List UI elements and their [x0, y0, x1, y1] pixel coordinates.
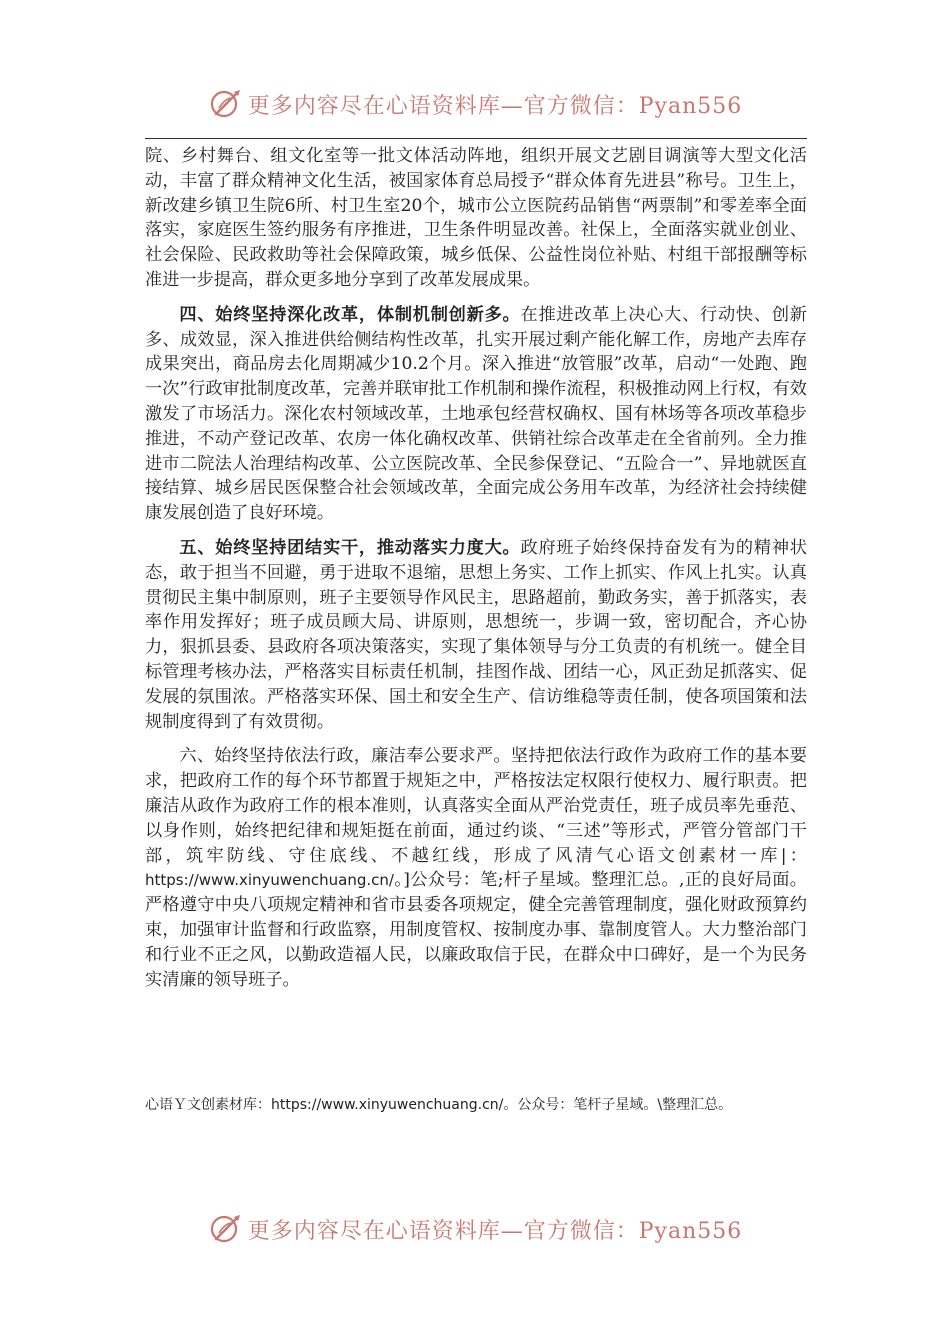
source-footnote: 心语Ｙ文创素材库：https://www.xinyuwenchuang.cn/。公众号：笔杆子星域。\整理汇总。 — [145, 1097, 733, 1113]
paragraph-law-part-a: 六、始终坚持依法行政，廉洁奉公要求严。坚持把依法行政作为政府工作的基本要求，把政府工作的每个环节都置于规矩之中，严格按法定权限行使权力、履行职责。把廉洁从政作为政府工作的根本准则，认真落实全面从严治党责任，班子成员率先垂范、以身作则，始终把纪律和规矩挺在前面，通过约谈、“三述”等形式，严管分管部门干部，筑牢防线、守住底线、不越红线，形成了风清气心语文创素材一库|： — [145, 746, 807, 866]
pen-logo-icon — [208, 86, 244, 122]
footer-banner-text: 更多内容尽在心语资料库—官方微信：Pyan556 — [247, 1218, 743, 1244]
paragraph-culture-health: 院、乡村舞台、组文化室等一批文体活动阵地，组织开展文艺剧目调演等大型文化活动，丰富了群众精神文化生活，被国家体育总局授予“群众体育先进县”称号。卫生上，新改建乡镇卫生院6所、村卫生室20个，城市公立医院药品销售“两票制”和零差率全面落实，家庭医生签约服务有序推进，卫生条件明显改善。社保上，全面落实就业创业、社会保险、民政救助等社会保障政策，城乡低保、公益性岗位补贴、村组干部报酬等标准进一步提高，群众更多地分享到了改革发展成果。 — [145, 146, 807, 290]
paragraph-unity — [145, 536, 807, 734]
paragraph-law-part-b: 。]公众号：笔;杆子星域。整理汇总。,正的良好局面。严格遵守中央八项规定精神和省市县委各项规定，健全完善管理制度，强化财政预算约束，加强审计监督和行政监察，用制度管权、按制度办事、靠制度管人。大力整治部门和行业不正之风，以勤政造福人民，以廉政取信于民，在群众中口碑好，是一个为民务实清廉的领导班子。 — [145, 870, 807, 990]
pen-logo-icon — [208, 1211, 244, 1247]
heading-unity: 五、始终坚持团结实干，推动落实力度大。 — [179, 537, 521, 558]
paragraph-unity-body: 政府班子始终保持奋发有为的精神状态，敢于担当不回避，勇于进取不退缩，思想上务实、工作上抓实、作风上扎实。认真贯彻民主集中制原则，班子主要领导作风民主，思路超前，勤政务实，善于抓落实，表率作用发挥好；班子成员顾大局、讲原则，思想统一，步调一致，密切配合，齐心协力，狠抓县委、县政府各项决策落实，实现了集体领导与分工负责的有机统一。健全目标管理考核办法，严格落实目标责任机制，挂图作战、团结一心，风正劲足抓落实、促发展的氛围浓。严格落实环保、国土和安全生产、信访维稳等责任制，使各项国策和法规制度得到了有效贯彻。 — [145, 537, 807, 732]
paragraph-reform-body: 在推进改革上决心大、行动快、创新多、成效显，深入推进供给侧结构性改革，扎实开展过剩产能化解工作，房地产去库存成果突出，商品房去化周期减少10.2个月。深入推进“放管服”改革，启动“一处跑、跑一次”行政审批制度改革，完善并联审批工作机制和操作流程，积极推动网上行权，有效激发了市场活力。深化农村领域改革，土地承包经营权确权、国有林场等各项改革稳步推进，不动产登记改革、农房一体化确权改革、供销社综合改革走在全省前列。全力推进市二院法人治理结构改革、公立医院改革、全民参保登记、“五险合一”、异地就医直接结算、城乡居民医保整合社会领域改革，全面完成公务用车改革，为经济社会持续健康发展创造了良好环境。 — [145, 304, 807, 524]
paragraph-reform — [145, 303, 807, 526]
header-divider — [145, 138, 807, 139]
document-body — [145, 144, 807, 1002]
footer-banner — [0, 1209, 950, 1249]
header-banner-text: 更多内容尽在心语资料库—官方微信：Pyan556 — [247, 93, 743, 119]
header-banner — [0, 84, 950, 124]
inline-url[interactable]: https://www.xinyuwenchuang.cn/ — [145, 871, 394, 890]
paragraph-law — [145, 744, 807, 992]
heading-reform: 四、始终坚持深化改革，体制机制创新多。 — [179, 304, 521, 325]
